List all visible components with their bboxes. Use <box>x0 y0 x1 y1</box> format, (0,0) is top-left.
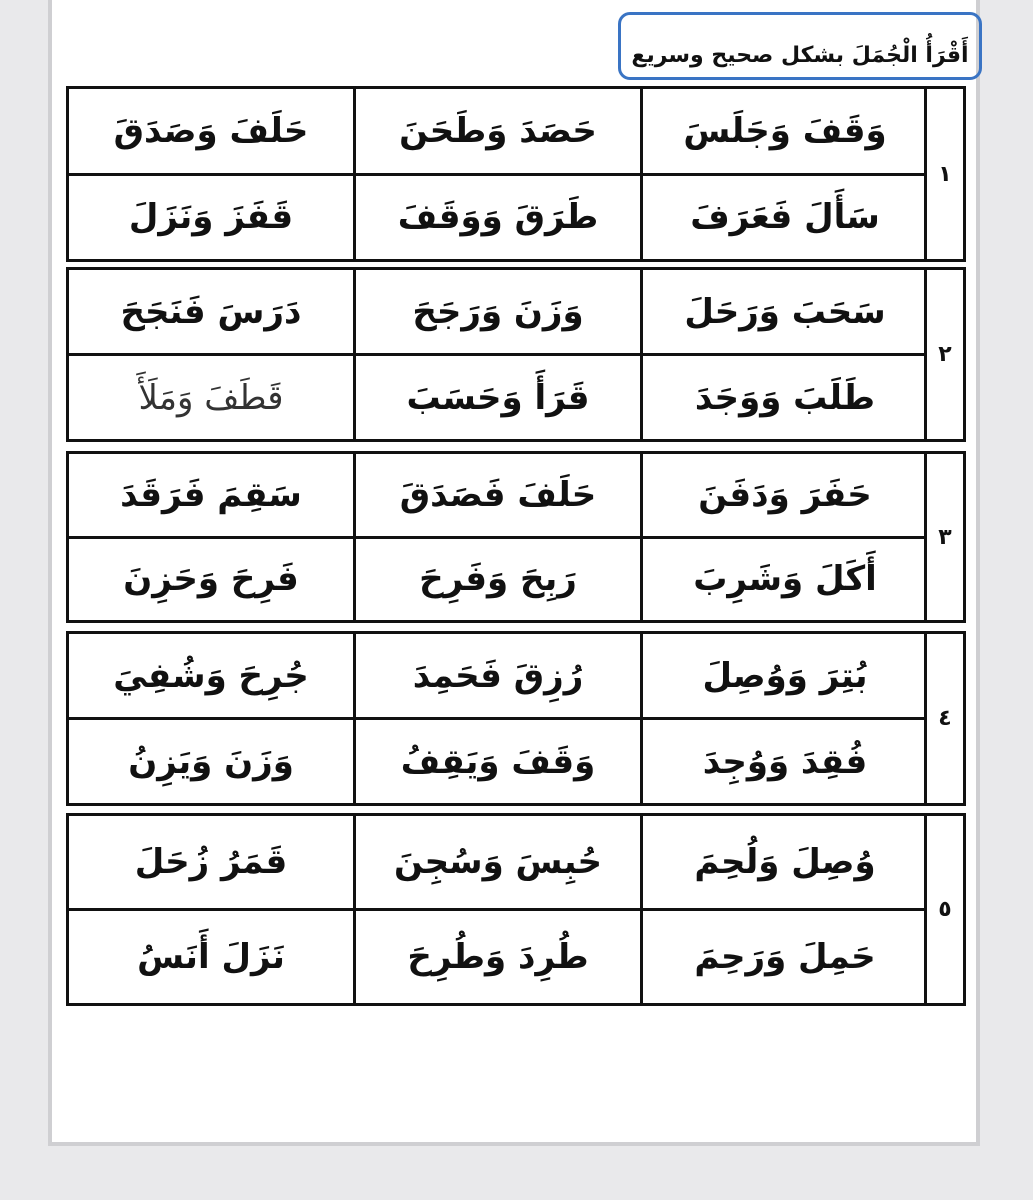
sentence-cell: رَبِحَ وَفَرِحَ <box>356 539 643 621</box>
sentence-cell: قَفَزَ وَنَزَلَ <box>69 176 356 260</box>
sentence-cell: حَصَدَ وَطَحَنَ <box>356 89 643 173</box>
sentence-cell: حَمِلَ وَرَحِمَ <box>694 937 876 977</box>
sentence-cell: وَقَفَ وَيَقِفُ <box>356 720 643 803</box>
sentence-cell: طُرِدَ وَطُرِحَ <box>356 911 643 1003</box>
sentence-cell: فُقِدَ وَوُجِدَ <box>702 741 868 782</box>
page-title: أَقْرَأُ الْجُمَلَ بشكل صحيح وسريع <box>618 12 982 80</box>
sentence-row <box>69 270 927 353</box>
sentence-cell: قَطَفَ وَمَلَأَ <box>69 356 356 439</box>
sentence-cell: فَرِحَ وَحَزِنَ <box>69 539 356 621</box>
sentence-cell: طَرَقَ وَوَقَفَ <box>356 176 643 260</box>
sentence-cell: طَلَبَ وَوَجَدَ <box>694 377 876 418</box>
group-number: ٣ <box>924 454 963 620</box>
group-4 <box>66 631 966 806</box>
sentence-cell: حَلَفَ وَصَدَقَ <box>69 89 356 173</box>
sentence-row <box>69 634 927 717</box>
group-5 <box>66 813 966 1006</box>
group-number: ٤ <box>924 634 963 803</box>
sentence-cell: أَكَلَ وَشَرِبَ <box>693 559 877 600</box>
sentence-row <box>69 536 927 621</box>
group-number: ١ <box>924 89 963 259</box>
group-rows <box>69 270 927 439</box>
sentence-row <box>69 908 927 1003</box>
group-rows <box>69 454 927 620</box>
group-2 <box>66 267 966 442</box>
sentence-cell: سَأَلَ فَعَرَفَ <box>690 197 880 238</box>
sentence-row <box>69 454 927 536</box>
sentence-cell: سَحَبَ وَرَحَلَ <box>684 291 886 332</box>
sentence-cell: نَزَلَ أَنَسُ <box>69 911 356 1003</box>
sentence-cell: قَرَأَ وَحَسَبَ <box>356 356 643 439</box>
sentence-cell: حَفَرَ وَدَفَنَ <box>698 474 872 515</box>
group-rows <box>69 634 927 803</box>
sentence-cell: قَمَرُ زُحَلَ <box>69 816 356 908</box>
sentence-cell: جُرِحَ وَشُفِيَ <box>69 634 356 717</box>
sentence-cell: وَقَفَ وَجَلَسَ <box>683 110 887 151</box>
sentence-cell: حُبِسَ وَسُجِنَ <box>356 816 643 908</box>
sentence-row <box>69 717 927 803</box>
sentence-row <box>69 353 927 439</box>
sentence-row <box>69 816 927 908</box>
group-rows <box>69 816 927 1003</box>
sentence-cell: دَرَسَ فَنَجَحَ <box>69 270 356 353</box>
group-rows <box>69 89 927 259</box>
group-number: ٢ <box>924 270 963 439</box>
sentence-row <box>69 89 927 173</box>
sentence-cell: وَزَنَ وَيَزِنُ <box>69 720 356 803</box>
group-number: ٥ <box>924 816 963 1003</box>
sentence-cell: بُتِرَ وَوُصِلَ <box>702 655 868 696</box>
sentence-cell: حَلَفَ فَصَدَقَ <box>356 454 643 536</box>
group-1 <box>66 86 966 262</box>
sentence-cell: وُصِلَ وَلُحِمَ <box>694 842 876 882</box>
sentence-row <box>69 173 927 260</box>
sentence-cell: سَقِمَ فَرَقَدَ <box>69 454 356 536</box>
sentence-cell: رُزِقَ فَحَمِدَ <box>356 634 643 717</box>
sentence-cell: وَزَنَ وَرَجَحَ <box>356 270 643 353</box>
group-3 <box>66 451 966 623</box>
